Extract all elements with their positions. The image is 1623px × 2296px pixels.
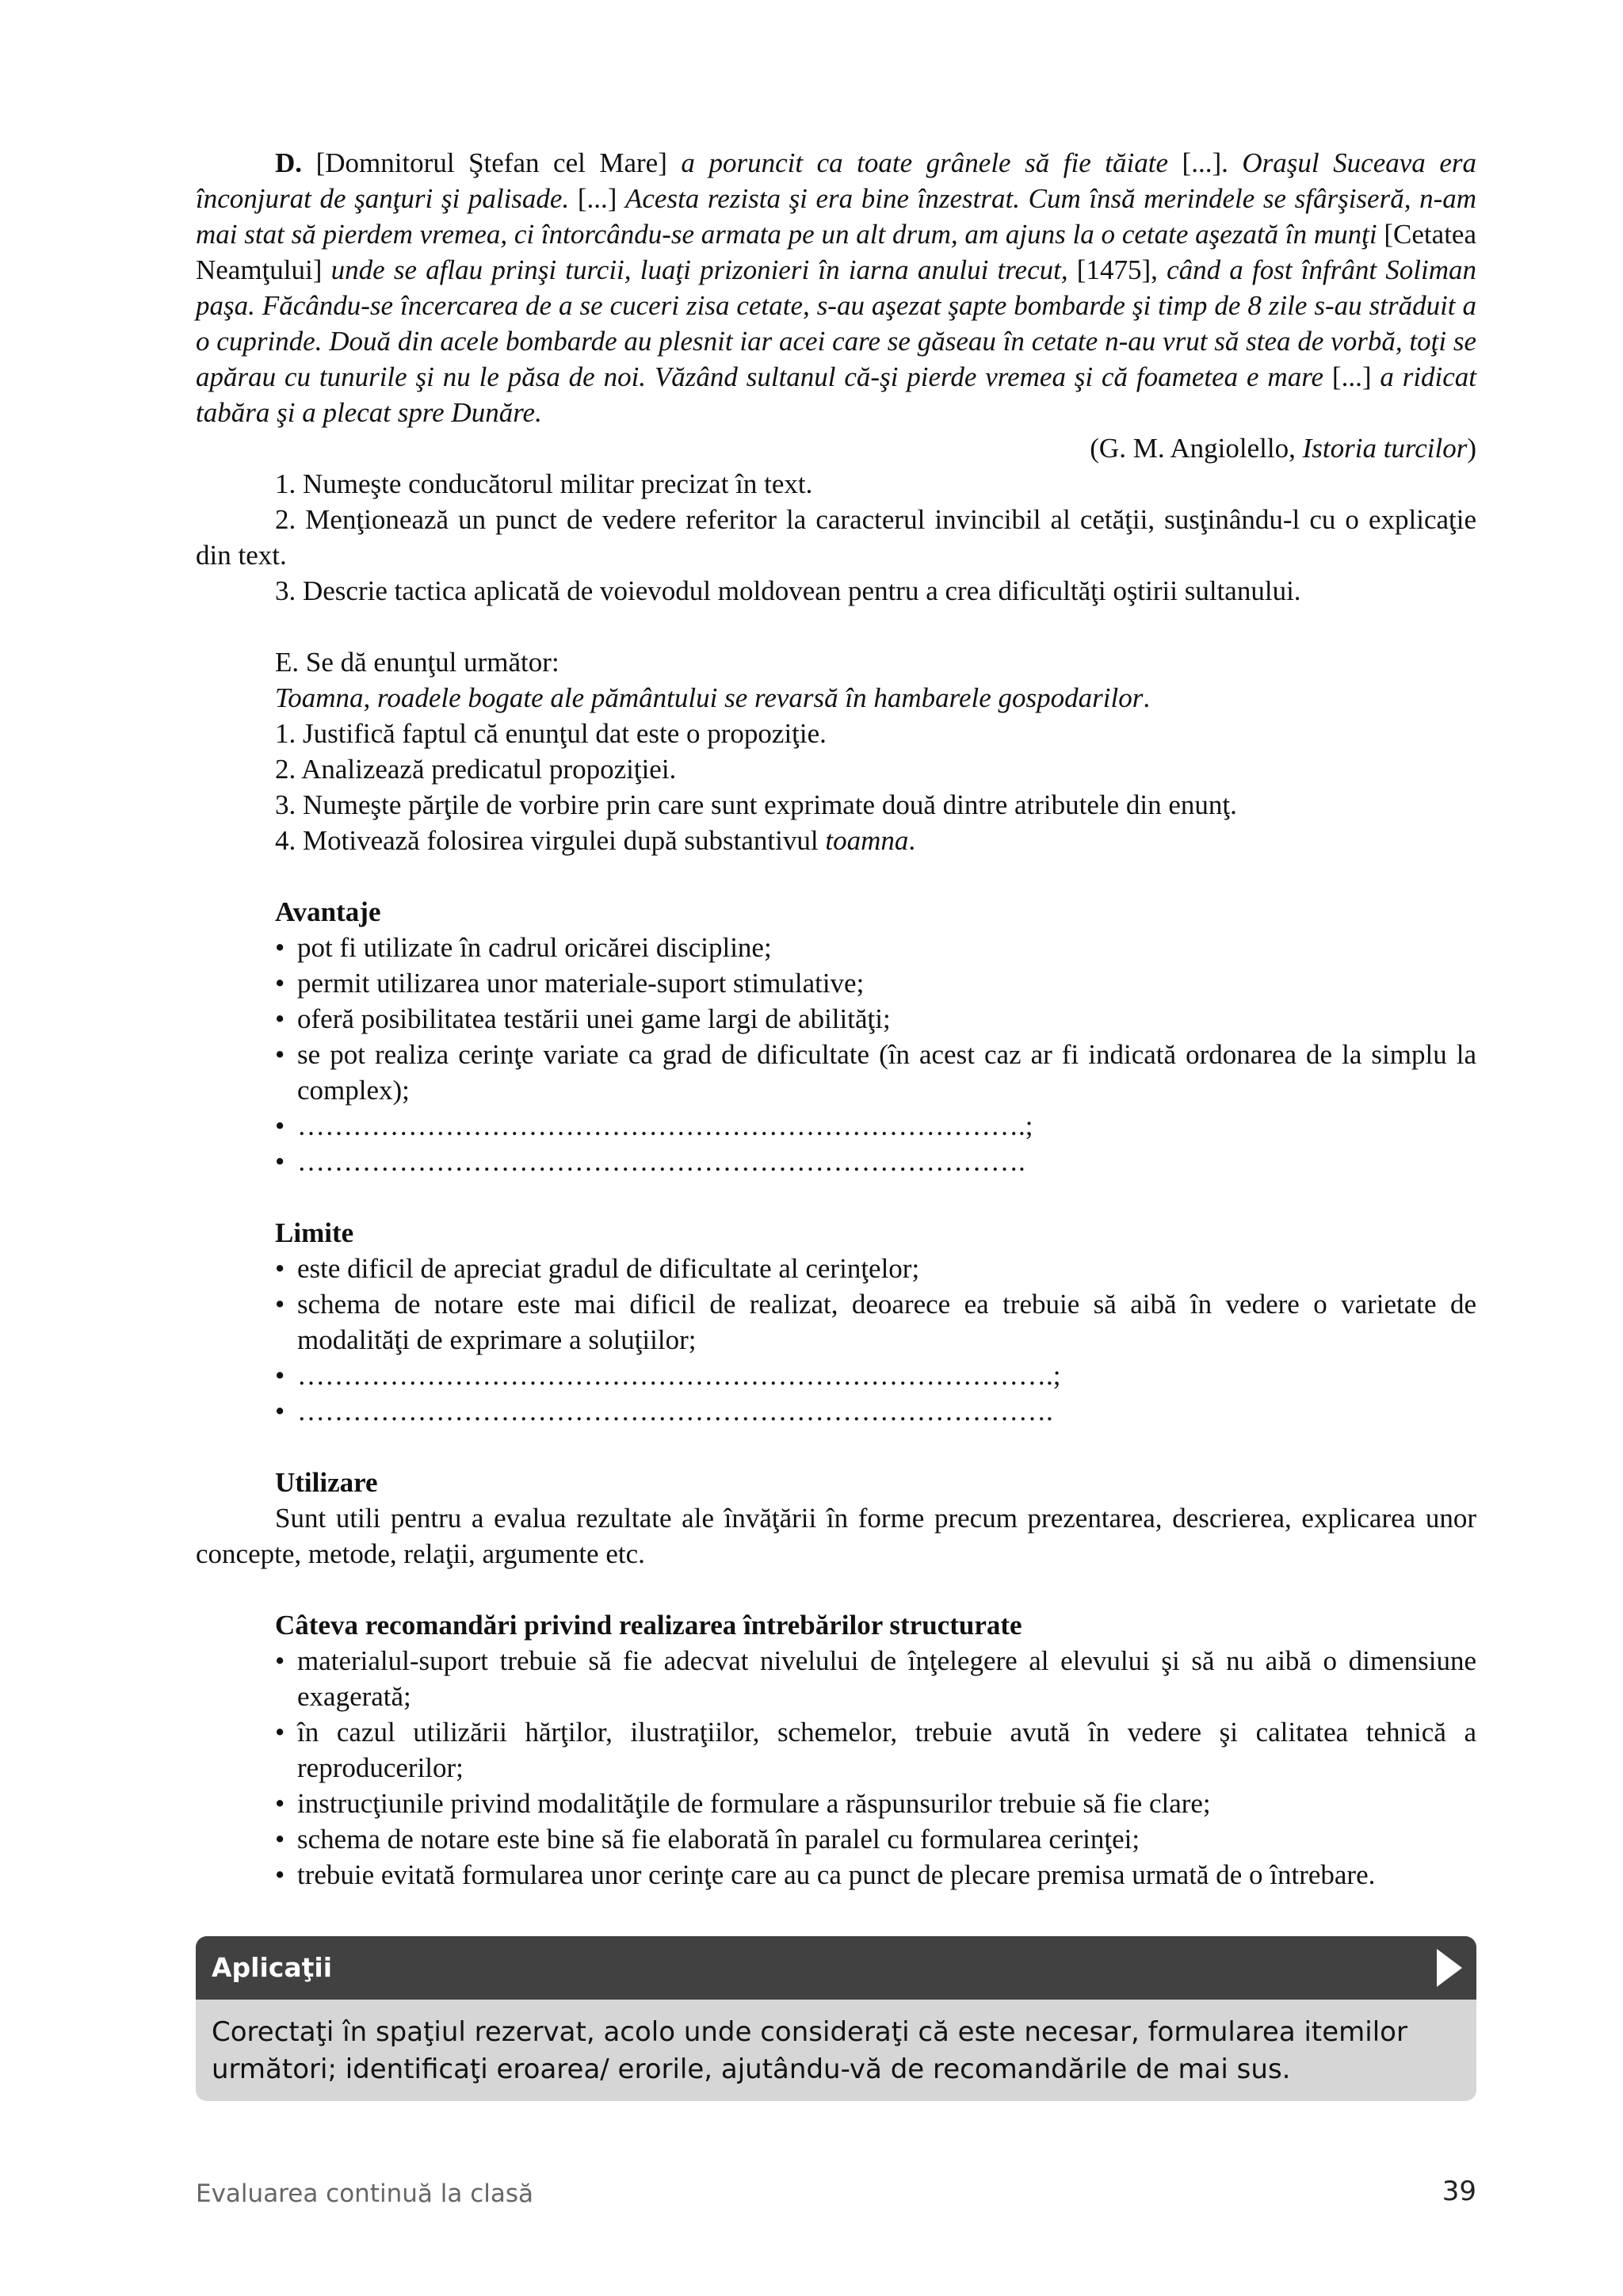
text-fragment-italic: când a fost înfrânt Soliman paşa. Făcându-se încercarea de a se cuceri zisa cetate, s-au aşezat şapte bombarde şi timp de 8 zile s-au străduit a o cuprinde. Două din acele bombarde au plesnit iar acei care se găseau în cetate n-au vrut să stea de vorbă, toţi se apărau cu tunurile şi nu le păsa de noi. Văzând sultanul că-şi pierde vremea şi că foametea e mare: [196, 254, 1476, 392]
aplicatii-box: [196, 1936, 1476, 2101]
citation-author: (G. M. Angiolello,: [1090, 433, 1303, 464]
section-e-sentence: [196, 680, 1476, 716]
question-e-1: 1. Justifică faptul că enunţul dat este o propoziţie.: [275, 718, 827, 749]
page-content: [196, 145, 1476, 1893]
text-fragment-italic: a ridicat tabăra şi a plecat spre Dunăre.: [196, 361, 1477, 428]
list-item: • se pot realiza cerinţe variate ca grad de dificultate (în acest caz ar fi indicată ordonarea de la simplu la complex);: [275, 1037, 1476, 1108]
utilizare-heading: Utilizare: [275, 1467, 378, 1498]
aplicatii-body: Corectaţi în spaţiul rezervat, acolo unde consideraţi că este necesar, formularea itemilor următori; identificaţi eroarea/ erorile, ajutându-vă de recomandările de mai sus.: [196, 2000, 1476, 2101]
section-label-d: D.: [275, 147, 303, 178]
aplicatii-header: [196, 1936, 1476, 2000]
list-item-blank: • …………………………………………………………………….;: [275, 1108, 1476, 1144]
text-fragment-italic: unde se aflau prinşi turcii, luaţi prizonieri în iarna anului trecut,: [330, 254, 1068, 285]
text-fragment-italic: Acesta rezista şi era bine înzestrat. Cum însă merindele se sfârşiseră, n-am mai stat să pierdem vremea, ci întorcându-se armata pe un alt drum, am ajuns la o cetate aşezată în munţi: [196, 183, 1476, 250]
recomandari-heading: Câteva recomandări privind realizarea întrebărilor structurate: [275, 1610, 1022, 1641]
sentence-end: .: [1143, 682, 1151, 713]
text-fragment: [...]: [1323, 361, 1381, 392]
question-d-2: 2. Menţionează un punct de vedere referitor la caracterul invincibil al cetăţii, susţinându-l cu o explicaţie din text.: [196, 504, 1476, 571]
recomandari-list: [196, 1643, 1476, 1893]
question-e-3: 3. Numeşte părţile de vorbire prin care sunt exprimate două dintre atributele din enunţ.: [275, 789, 1237, 820]
list-item: • pot fi utilizate în cadrul oricărei discipline;: [275, 930, 1476, 965]
list-item-blank: • ……………………………………………………………………….;: [275, 1358, 1476, 1393]
text-fragment-italic: a poruncit ca toate grânele să fie tăiate: [681, 147, 1169, 178]
text-fragment: [Cetatea Neamţului]: [196, 219, 1476, 285]
list-item: • materialul-suport trebuie să fie adecvat nivelului de înţelegere al elevului şi să nu aibă o dimensiune exagerată;: [275, 1643, 1476, 1714]
page-number: 39: [1442, 2176, 1476, 2207]
citation-title: Istoria turcilor: [1302, 433, 1468, 464]
list-item: • instrucţiunile privind modalităţile de formulare a răspunsurilor trebuie să fie clare;: [275, 1786, 1476, 1821]
source-text-d: [196, 145, 1476, 430]
question-e-4-end: .: [908, 825, 916, 856]
list-item: • schema de notare este bine să fie elaborată în paralel cu formularea cerinţei;: [275, 1821, 1476, 1857]
list-item: • permit utilizarea unor materiale-suport stimulative;: [275, 965, 1476, 1001]
section-e-intro: E. Se dă enunţul următor:: [275, 647, 559, 678]
avantaje-list: [196, 930, 1476, 1179]
citation-close: ): [1467, 433, 1476, 464]
aplicatii-title: Aplicaţii: [212, 1952, 333, 1983]
limite-heading: Limite: [275, 1217, 354, 1248]
source-citation: [196, 430, 1476, 466]
list-item: • în cazul utilizării hărţilor, ilustraţiilor, schemelor, trebuie avută în vedere şi calitatea tehnică a reproducerilor;: [275, 1714, 1476, 1786]
question-d-3: 3. Descrie tactica aplicată de voievodul moldovean pentru a crea dificultăţi oştirii sultanului.: [275, 575, 1301, 606]
play-arrow-icon: [1437, 1949, 1462, 1987]
text-fragment: [...]: [569, 183, 625, 214]
list-item-blank: • …………………………………………………………………….: [275, 1144, 1476, 1179]
question-e-4: [196, 823, 1476, 858]
list-item: • schema de notare este mai dificil de realizat, deoarece ea trebuie să aibă în vedere o varietate de modalităţi de exprimare a soluţiilor;: [275, 1286, 1476, 1358]
limite-list: [196, 1251, 1476, 1429]
text-fragment: [Domnitorul Ştefan cel Mare]: [302, 147, 682, 178]
text-fragment: [...].: [1168, 147, 1243, 178]
avantaje-heading: Avantaje: [275, 896, 381, 927]
footer-title: Evaluarea continuă la clasă: [196, 2179, 534, 2208]
question-e-4-word: toamna: [825, 825, 909, 856]
text-fragment: [1475],: [1067, 254, 1167, 285]
question-d-1: 1. Numeşte conducătorul militar precizat în text.: [275, 468, 813, 499]
question-e-2: 2. Analizează predicatul propoziţiei.: [275, 754, 677, 785]
list-item: • trebuie evitată formularea unor cerinţe care au ca punct de plecare premisa urmată de o întrebare.: [275, 1857, 1476, 1893]
utilizare-text: Sunt utili pentru a evalua rezultate ale învăţării în forme precum prezentarea, descrierea, explicarea unor concepte, metode, relaţii, argumente etc.: [196, 1503, 1476, 1569]
sentence-italic: Toamna, roadele bogate ale pământului se revarsă în hambarele gospodarilor: [275, 682, 1144, 713]
list-item-blank: • ……………………………………………………………………….: [275, 1393, 1476, 1429]
text-fragment-italic: Oraşul Suceava era înconjurat de şanţuri şi palisade.: [196, 147, 1476, 214]
list-item: • oferă posibilitatea testării unei game largi de abilităţi;: [275, 1001, 1476, 1037]
question-e-4-text: 4. Motivează folosirea virgulei după substantivul: [275, 825, 826, 856]
list-item: • este dificil de apreciat gradul de dificultate al cerinţelor;: [275, 1251, 1476, 1286]
